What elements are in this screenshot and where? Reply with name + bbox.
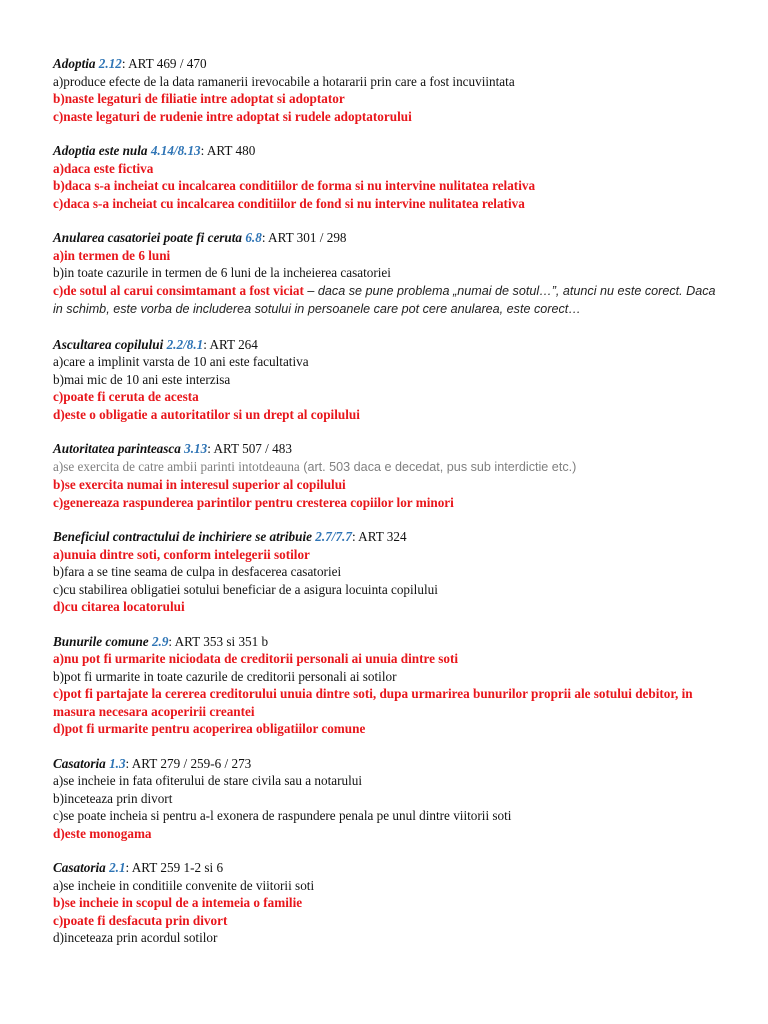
answer-option xyxy=(53,264,728,282)
answer-option-text: b)naste legaturi de filiatie intre adoptat si adoptator xyxy=(53,91,345,106)
correct-answer-option xyxy=(53,195,728,213)
answer-option-text: c)cu stabilirea obligatiei sotului beneficiar de a asigura locuinta copilului xyxy=(53,581,438,597)
answer-option-text: a)care a implinit varsta de 10 ani este facultativa xyxy=(53,354,309,369)
question-title: Beneficiul contractului de inchiriere se atribuie xyxy=(53,529,312,544)
answer-option xyxy=(53,353,728,371)
question-title: Ascultarea copilului xyxy=(53,336,164,352)
question-block xyxy=(53,229,728,319)
answer-option-text: c)daca s-a incheiat cu incalcarea conditiilor de fond si nu intervine nulitatea relativa xyxy=(53,195,525,211)
answer-option xyxy=(53,563,728,581)
answer-option xyxy=(53,790,728,808)
correct-answer-option xyxy=(53,825,728,843)
question-reference: 3.13 xyxy=(184,441,208,456)
question-block xyxy=(53,528,728,616)
question-reference: 4.14/8.13 xyxy=(150,143,201,158)
answer-option-text: c)pot fi partajate la cererea creditorului unuia dintre soti, dupa urmarirea bunurilor proprii ale sotului debitor, in masura necesara acoperirii creantei xyxy=(53,686,693,719)
question-block xyxy=(53,755,728,843)
correct-answer-option xyxy=(53,160,728,178)
answer-note: (art. 503 daca e decedat, pus sub interdictie etc.) xyxy=(299,459,577,474)
question-reference: 2.12 xyxy=(98,56,122,71)
answer-option-text: a)produce efecte de la data ramanerii irevocabile a hotararii prin care a fost incuviintata xyxy=(53,73,515,89)
question-reference: 6.8 xyxy=(245,230,262,245)
answer-option-text: b)daca s-a incheiat cu incalcarea conditiilor de forma si nu intervine nulitatea relativa xyxy=(53,178,536,193)
answer-option xyxy=(53,581,728,599)
question-block xyxy=(53,142,728,212)
question-heading xyxy=(53,528,728,546)
answer-option-text: b)se exercita numai in interesul superior al copilului xyxy=(53,477,346,492)
correct-answer-option xyxy=(53,406,728,424)
correct-answer-option xyxy=(53,177,728,195)
answer-option-text: c)poate fi ceruta de acesta xyxy=(53,389,199,404)
question-block xyxy=(53,859,728,947)
answer-option xyxy=(53,73,728,91)
correct-answer-option xyxy=(53,546,728,564)
question-heading xyxy=(53,440,728,458)
answer-option-text: c)se poate incheia si pentru a-l exonera de raspundere penala pe unul dintre viitorii soti xyxy=(53,808,512,823)
correct-answer-option xyxy=(53,247,728,265)
correct-answer-option xyxy=(53,494,728,512)
correct-answer-option xyxy=(53,598,728,616)
answer-option xyxy=(53,371,728,389)
answer-option-text: a)unuia dintre soti, conform intelegerii sotilor xyxy=(53,546,310,562)
answer-note: – daca se pune problema „numai de sotul…”, atunci nu este corect. Daca in schimb, este vorba de includerea sotului in persoanele care pot cere anularea, este corect… xyxy=(53,283,716,316)
correct-answer-option xyxy=(53,388,728,406)
answer-option-text: b)in toate cazurile in termen de 6 luni de la incheierea casatoriei xyxy=(53,265,391,280)
correct-answer-option xyxy=(53,90,728,108)
answer-option-text: d)este o obligatie a autoritatilor si un drept al copilului xyxy=(53,406,360,422)
question-heading xyxy=(53,633,728,651)
answer-option xyxy=(53,877,728,895)
question-block xyxy=(53,633,728,738)
question-title: Bunurile comune xyxy=(53,633,149,649)
answer-option xyxy=(53,772,728,790)
question-title: Anularea casatoriei poate fi ceruta xyxy=(53,230,243,245)
question-reference: 2.7/7.7 xyxy=(315,529,352,544)
answer-option-text: b)pot fi urmarite in toate cazurile de creditorii personali ai sotilor xyxy=(53,668,397,684)
question-heading xyxy=(53,55,728,73)
answer-option-text: c)naste legaturi de rudenie intre adoptat si rudele adoptatorului xyxy=(53,108,412,124)
article-reference: : ART 259 1-2 si 6 xyxy=(125,860,224,875)
answer-option-text: b)se incheie in scopul de a intemeia o familie xyxy=(53,895,303,910)
answer-option-text: a)se incheie in conditiile convenite de viitorii soti xyxy=(53,877,315,893)
question-heading xyxy=(53,859,728,877)
question-reference: 2.1 xyxy=(109,860,126,875)
article-reference: : ART 480 xyxy=(200,143,256,158)
answer-option-text: b)fara a se tine seama de culpa in desfacerea casatoriei xyxy=(53,564,342,579)
correct-answer-option xyxy=(53,912,728,930)
answer-option xyxy=(53,807,728,825)
article-reference: : ART 279 / 259-6 / 273 xyxy=(125,755,252,771)
question-heading xyxy=(53,229,728,247)
question-title: Adoptia este nula xyxy=(53,143,148,158)
article-reference: : ART 324 xyxy=(351,529,407,544)
article-reference: : ART 264 xyxy=(203,336,258,352)
answer-option-text: d)pot fi urmarite pentru acoperirea obligatiilor comune xyxy=(53,721,366,736)
article-reference: : ART 507 / 483 xyxy=(207,441,292,456)
question-title: Casatoria xyxy=(53,755,106,771)
answer-option-text: a)se exercita de catre ambii parinti intotdeauna xyxy=(53,458,300,474)
question-heading xyxy=(53,755,728,773)
answer-option-text: d)inceteaza prin acordul sotilor xyxy=(53,930,218,945)
question-title: Autoritatea parinteasca xyxy=(53,441,181,456)
question-block xyxy=(53,440,728,511)
question-block xyxy=(53,336,728,424)
correct-answer-option xyxy=(53,894,728,912)
answer-option-text: a)se incheie in fata ofiterului de stare civila sau a notarului xyxy=(53,773,363,788)
answer-option-text: c)poate fi desfacuta prin divort xyxy=(53,912,228,928)
question-reference: 2.2/8.1 xyxy=(166,336,204,352)
correct-answer-option xyxy=(53,282,728,319)
answer-option-text: d)este monogama xyxy=(53,825,152,841)
question-title: Adoptia xyxy=(53,56,96,71)
correct-answer-option xyxy=(53,108,728,126)
question-title: Casatoria xyxy=(53,860,106,875)
answer-option xyxy=(53,929,728,947)
answer-option xyxy=(53,668,728,686)
article-reference: : ART 353 si 351 b xyxy=(168,633,269,649)
correct-answer-option xyxy=(53,476,728,494)
answer-option-text: c)genereaza raspunderea parintilor pentru cresterea copiilor lor minori xyxy=(53,494,454,510)
correct-answer-option xyxy=(53,720,728,738)
article-reference: : ART 469 / 470 xyxy=(121,56,207,71)
answer-option-text: b)mai mic de 10 ani este interzisa xyxy=(53,371,231,387)
correct-answer-option xyxy=(53,650,728,668)
answer-option-text: c)de sotul al carui consimtamant a fost viciat xyxy=(53,282,304,298)
answer-option-text: b)inceteaza prin divort xyxy=(53,790,173,806)
question-reference: 1.3 xyxy=(109,755,126,771)
answer-option-text: a)nu pot fi urmarite niciodata de creditorii personali ai unuia dintre soti xyxy=(53,651,459,666)
answer-option-text: a)daca este fictiva xyxy=(53,160,154,176)
correct-answer-option xyxy=(53,685,728,720)
question-heading xyxy=(53,142,728,160)
answer-option-text: a)in termen de 6 luni xyxy=(53,247,171,263)
answer-option-text: d)cu citarea locatorului xyxy=(53,599,185,614)
question-reference: 2.9 xyxy=(151,633,169,649)
question-block xyxy=(53,55,728,125)
question-heading xyxy=(53,336,728,354)
answer-option xyxy=(53,458,728,477)
article-reference: : ART 301 / 298 xyxy=(261,230,347,245)
